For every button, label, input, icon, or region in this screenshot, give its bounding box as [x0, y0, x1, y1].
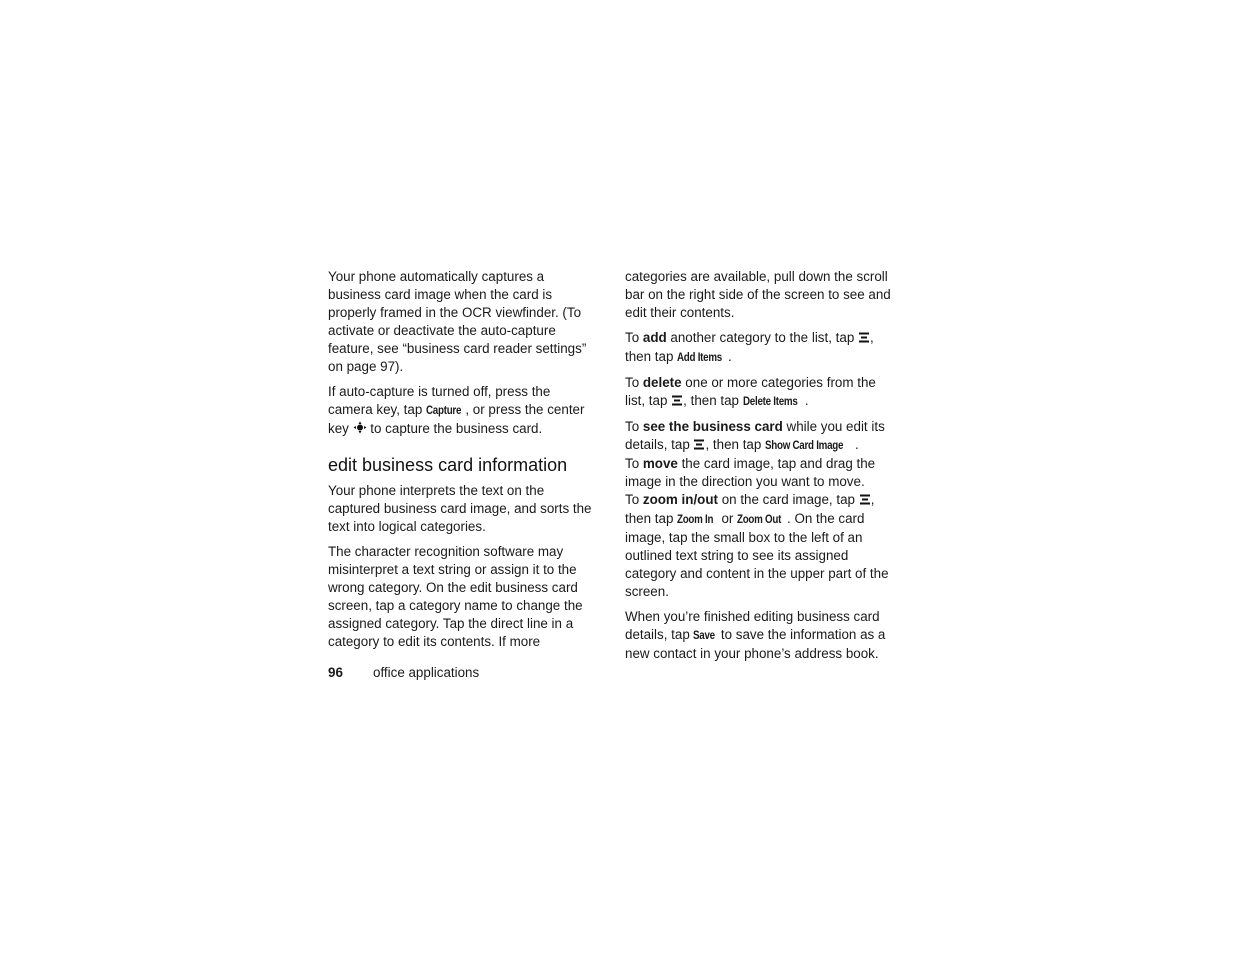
text: To — [625, 492, 643, 507]
text: . — [804, 393, 809, 408]
intro-paragraph: Your phone automatically captures a business card image when the card is properly framed in the OCR viewfinder. (To activate or deactivate the auto-capture feature, see “business card reader settings” on page 97). — [328, 269, 587, 374]
capture-label: Capture — [426, 405, 462, 417]
text: , then tap — [625, 492, 875, 526]
move-term: move — [642, 456, 678, 471]
section-heading: edit business card information — [328, 455, 568, 475]
text: , then tap — [705, 437, 766, 452]
text: To — [625, 375, 643, 390]
text: the card image, tap and drag the image in the direction you want to move. — [625, 456, 876, 489]
page-number: 96 — [328, 665, 343, 680]
menu-icon — [858, 330, 870, 348]
zoom-term: zoom in/out — [642, 492, 718, 507]
add-items-label: Add Items — [677, 352, 723, 364]
center-key-icon — [353, 421, 367, 439]
text: one or more categories from the list, tap — [625, 375, 876, 408]
text: . — [855, 437, 859, 452]
text: or — [717, 511, 738, 526]
text: to save the information as a new contact in your phone’s address book. — [625, 627, 886, 661]
menu-icon — [693, 437, 705, 455]
text: To — [625, 456, 643, 471]
text: , then tap — [625, 330, 874, 364]
text: , or press the center key — [328, 402, 585, 436]
zoom-out-label: Zoom Out — [737, 514, 782, 526]
zoom-paragraph — [625, 491, 895, 601]
section-name: office applications — [373, 665, 480, 680]
text: on the card image, tap — [718, 492, 859, 507]
finished-paragraph — [625, 608, 895, 663]
delete-items-label: Delete Items — [742, 396, 798, 408]
text: , then tap — [683, 393, 743, 408]
left-column — [328, 268, 598, 651]
move-paragraph — [625, 455, 895, 491]
text: When you’re finished editing business card details, tap — [625, 609, 880, 642]
menu-icon — [671, 393, 683, 411]
text: while you edit its details, tap — [625, 419, 885, 452]
text: to capture the business card. — [366, 421, 543, 436]
text: . On the card image, tap the small box to the left of an outlined text string to see its assigned category and content in the upper part of the screen. — [625, 511, 889, 599]
recognition-paragraph: The character recognition software may misinterpret a text string or assign it to the wrong category. On the edit business card screen, tap a category name to change the assigned category. Tap the direct line in a category to edit its contents. If more — [328, 544, 583, 649]
categories-paragraph: categories are available, pull down the scroll bar on the right side of the screen to see and edit their contents. — [625, 269, 891, 320]
interprets-paragraph: Your phone interprets the text on the captured business card image, and sorts the text into logical categories. — [328, 483, 592, 534]
delete-term: delete — [642, 375, 682, 390]
text: another category to the list, tap — [666, 330, 858, 345]
right-column — [625, 268, 895, 663]
see-card-paragraph — [625, 418, 895, 455]
add-paragraph — [625, 329, 895, 367]
delete-paragraph — [625, 374, 895, 411]
text: To — [625, 419, 643, 434]
menu-icon — [859, 492, 871, 510]
text: To — [625, 330, 643, 345]
save-label: Save — [693, 630, 716, 642]
show-card-image-label: Show Card Image — [765, 440, 844, 452]
see-card-term: see the business card — [642, 419, 783, 434]
zoom-in-label: Zoom In — [677, 514, 714, 526]
auto-capture-paragraph — [328, 383, 598, 439]
text: . — [728, 349, 732, 364]
text: If auto-capture is turned off, press the camera key, tap — [328, 384, 551, 417]
add-term: add — [642, 330, 667, 345]
page-footer — [328, 665, 479, 680]
